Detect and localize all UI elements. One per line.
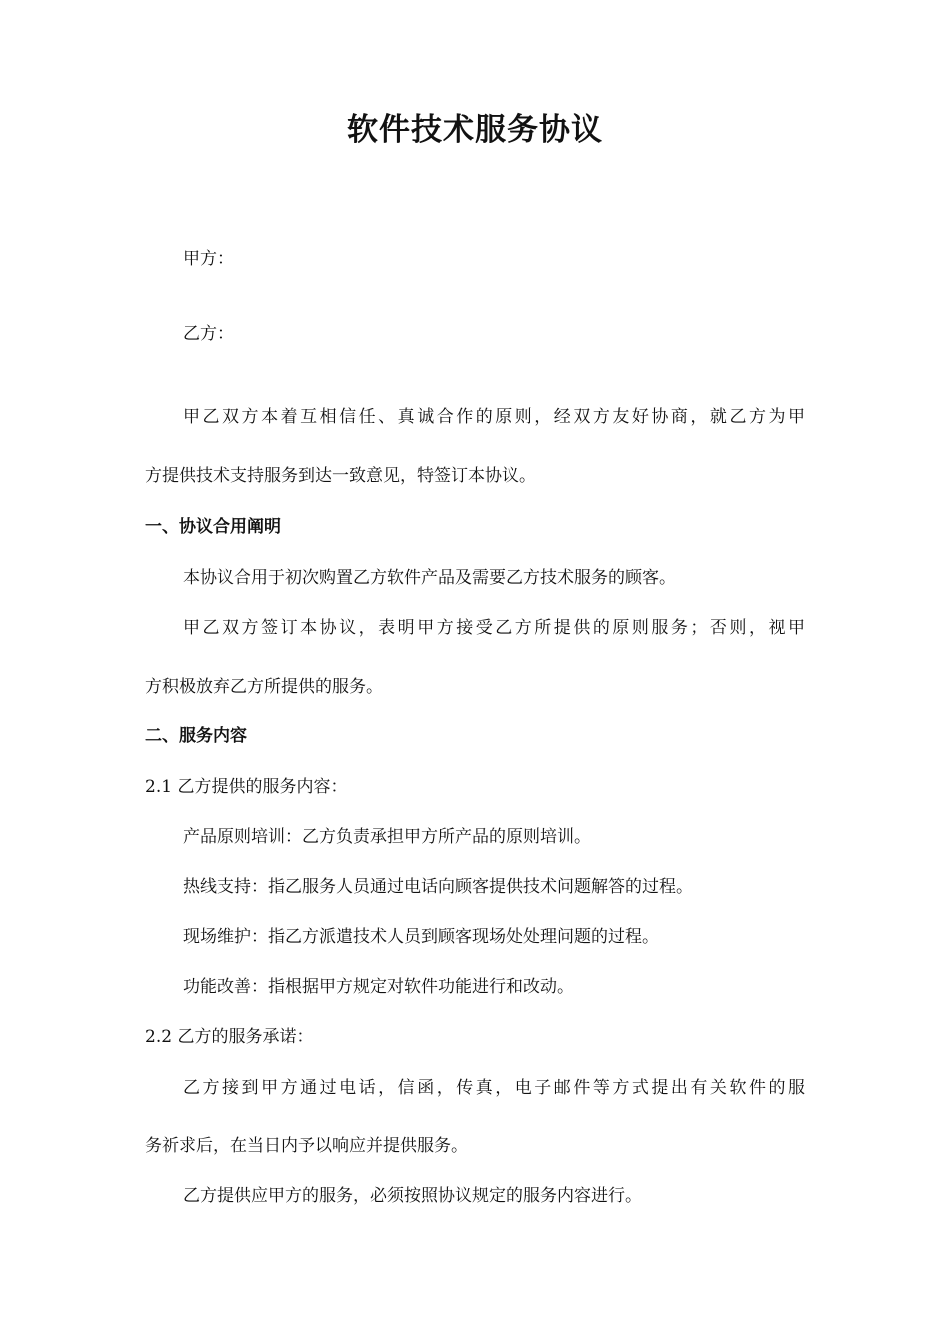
section-1-heading: 一、协议合用阐明 [145,517,281,537]
service-item-hotline: 热线支持：指乙服务人员通过电话向顾客提供技术问题解答的过程。 [183,877,693,897]
party-a-label: 甲方： [183,249,234,269]
section-1-paragraph-2-line-2: 方积极放弃乙方所提供的服务。 [145,677,383,697]
preamble-line-1: 甲乙双方本着互相信任、真诚合作的原则，经双方友好协商，就乙方为甲 [183,407,805,427]
subsection-2-2: 2.2 乙方的服务承诺： [145,1027,314,1047]
preamble-line-2: 方提供技术支持服务到达一致意见，特签订本协议。 [145,466,536,486]
service-item-onsite: 现场维护：指乙方派遣技术人员到顾客现场处处理问题的过程。 [183,927,659,947]
party-b-label: 乙方： [183,324,234,344]
service-item-improvement: 功能改善：指根据甲方规定对软件功能进行和改动。 [183,977,574,997]
subsection-2-1: 2.1 乙方提供的服务内容： [145,777,348,797]
promise-1-line-2: 务祈求后，在当日内予以响应并提供服务。 [145,1136,468,1156]
section-2-heading: 二、服务内容 [145,726,247,746]
document-title: 软件技术服务协议 [347,112,603,148]
section-1-paragraph-2-line-1: 甲乙双方签订本协议，表明甲方接受乙方所提供的原则服务；否则，视甲 [183,618,805,638]
promise-2: 乙方提供应甲方的服务，必须按照协议规定的服务内容进行。 [183,1186,642,1206]
section-1-paragraph-1: 本协议合用于初次购置乙方软件产品及需要乙方技术服务的顾客。 [183,568,676,588]
promise-1-line-1: 乙方接到甲方通过电话，信函，传真，电子邮件等方式提出有关软件的服 [183,1078,805,1098]
service-item-training: 产品原则培训：乙方负责承担甲方所产品的原则培训。 [183,827,591,847]
